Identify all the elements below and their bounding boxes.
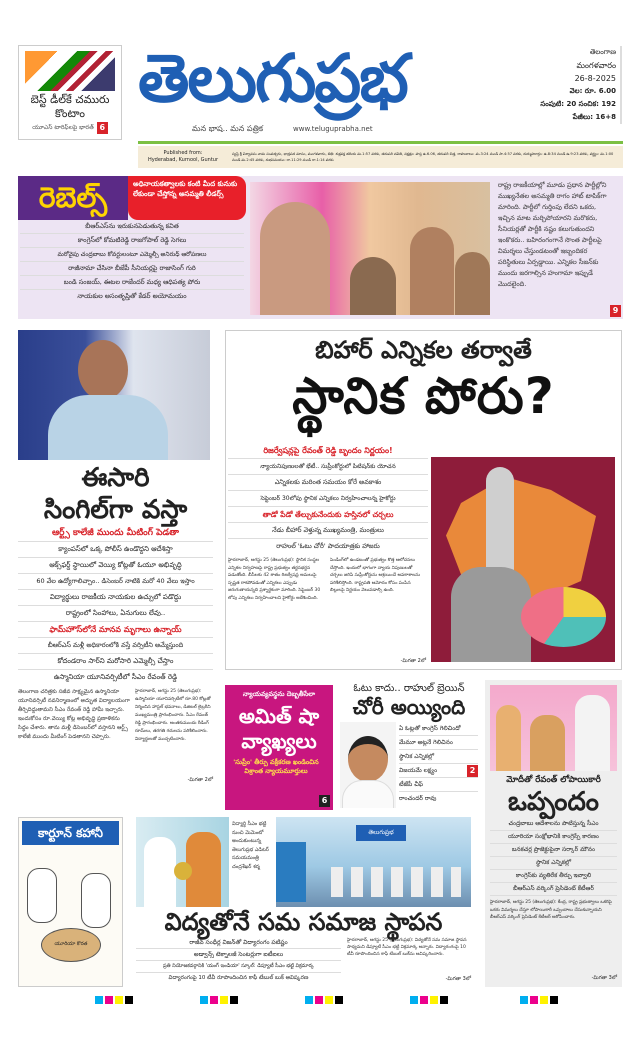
amit-kicker: న్యాయవ్యవస్థను దెబ్బతీసేలా [242,690,316,698]
rebels-line: బండి సంజయ్, ఈటల రాజేందర్ మధ్య ఆధిపత్య పోరు [20,276,244,290]
published-label: Published from: [163,150,203,156]
published-from [138,150,228,164]
cartoon-bag-label: యూరియా కొరత [41,928,101,962]
lead-story-box[interactable] [225,330,622,670]
color-registration-marks [520,996,558,1004]
rahul-line: స్థానిక ఎన్నికల్లో [399,750,478,764]
rebels-line: నాయకుల అసంతృప్తితో కేడర్ అయోమయం [77,292,187,300]
modi-revanth-section[interactable] [485,680,622,987]
color-registration-marks [95,996,133,1004]
modi-line: బీఆర్ఎస్ వర్కింగ్ ప్రెసిడెంట్ కేటీఆర్ [490,883,617,896]
color-registration-marks [410,996,448,1004]
rebels-line: కాంగ్రెస్‌లో కోమటిరెడ్డి రాజగోపాల్ రెడ్డి సెగలు [20,234,244,248]
rahul-line: విజయమే లక్ష్యం [399,767,438,774]
volume-label: సంపుటి: 20 సంచిక: 192 [540,100,616,108]
rebels-lines [18,220,246,303]
cm-line: బీఆర్ఎస్ మళ్లీ అధికారంలోకి వస్తే వర్సిటీని అమ్మేస్తుంది [18,638,213,654]
brs-event-photo [490,685,617,771]
panchang-text: స్వస్తి శ్రీ విశ్వావసు నామ సంవత్సరం, భాద్రపద మాసం, మంగళవారం, తిథి: శుక్లపక్ష తదియ మ.1:57 వరకు, తదుపరి చవితి, నక్షత్రం: హస్త ఉ.6.06, తదుపరి చిత్త, రాహుకాలం: మ.3:24 నుండి సా.4:57 వరకు, దుర్ముహూర్తం: ఉ.8:34 నుండి ఉ.9:23 వరకు, వర్జ్యం: మ.1:00 నుండి మ.2:45 వరకు, శుభసమయం: రా.11:29 నుండి రా.1:14 వరకు [232,151,614,162]
voting-finger-illustration [431,457,615,662]
lead-continued[interactable]: -మిగతా 2లో [400,658,426,664]
modi-line: కాంగ్రెస్‌కు వ్యతిరేక తీర్పు ఇవ్వాలి [490,870,617,883]
rebels-left [18,176,246,303]
color-registration-marks [305,996,343,1004]
edu-story [136,907,471,984]
cm-line: క్యాంపస్‌లో ఒక్క పోలీస్ ఉండొద్దని ఆదేశిస్తా [18,542,213,558]
cm-body-col2: హైదరాబాద్, ఆగస్టు 25 (తెలుగుప్రభ): ఉస్మానియా యూనివర్సిటీలో రూ.80 కోట్లతో నిర్మించిన హాస్టల్ భవనాలు, డిజిటల్ లైబ్రరీని ముఖ్యమంత్రి ప్రారంభించారు. సీఎం రేవంత్ రెడ్డి ప్రారంభించారు. అంతకుముందు రీడింగ్ రూమ్‌లు, తరగతి గదులను పరిశీలించారు. విద్యార్థులతో ముచ్చటించారు. [135,689,211,742]
edu-continued[interactable]: -మిగతా 3లో [445,976,471,982]
rahul-line: మేమూ అట్లనే గెలిచినం [399,736,478,750]
cm-subheads [18,526,213,685]
cm-headline [18,462,213,526]
cm-line: కోదండరాం సార్‌ని మరోసారి ఎమ్మెల్సీ చేస్తాం [18,654,213,670]
stage-banner: తెలుగుప్రభ [356,825,406,841]
rahul-line: రాంచందర్ రావు [399,795,437,802]
rebels-line: మరోవైపు చంద్రబాబు కోవర్టులంటూ ఎమ్మెల్సీ అనిరుధ్ ఆరోపణలు [20,248,244,262]
cartoon-title: కార్టూన్ కహానీ [22,821,119,845]
edu-body: హైదరాబాద్, ఆగస్టు 25 (తెలుగుప్రభ): విద్యతోనే సమ సమాజ స్థాపన సాధ్యమని డిప్యూటీ సీఎం భట్టి విక్రమార్క అన్నారు. విద్యారంగంపై 10 టీవీ రూపొందించిన కాఫీ టేబుల్ బుక్‌ను ఆవిష్కరించారు. [347,938,467,957]
lead-line: న్యాయనిపుణులతో భేటీ.. సుప్రీంకోర్టులో పిటిషన్‌కు యోచన [228,459,428,475]
modi-headline: ఒప్పందం [507,787,599,817]
edu-line: అడ్వాన్స్ టెక్నాలజీ సెంటర్లుగా ఐటీఐలు [136,949,341,961]
cm-continued[interactable]: -మిగతా 2లో [187,777,213,783]
modi-body: హైదరాబాద్, ఆగస్టు 25 (తెలుగుప్రభ): కేంద్ర, రాష్ట్ర ప్రభుత్వాలు ఒకరిపై ఒకరు విమర్శలు చేస్తూ లోపాయికారీ ఒప్పందాలు చేసుకున్నాయని బీఆర్ఎస్ వర్కింగ్ ప్రెసిడెంట్ కేటీఆర్ ఆరోపించారు. [490,900,612,920]
india-us-flag-image [25,51,115,91]
rebels-line: బీఆర్ఎస్‌ను ఇరుకునపెడుతున్న కవిత [20,220,244,234]
page-badge: 6 [319,795,330,807]
newspaper-logo: తెలుగుప్రభ [138,40,407,117]
page-badge: 2 [467,765,478,777]
green-rule [138,141,623,144]
tagline-row [192,124,373,135]
rebels-section[interactable] [18,176,623,319]
lead-kicker: బిహార్ ఎన్నికల తర్వాతే [315,336,532,364]
amit-headline: అమిత్ షా వ్యాఖ్యలు [238,704,320,753]
cm-line: రాష్ట్రంలో సింహాలు, ఏనుగులు లేవు.. [18,606,213,622]
lead-headline: స్థానిక పోరు? [292,367,555,425]
edu-lines [136,937,341,984]
modi-line: చంద్రబాబు ఆదేశాలను పాటిస్తున్న సీఎం [490,818,617,831]
edu-headline: విద్యతోనే సమ సమాజ స్థాపన [164,908,443,936]
rahul-headline: చోరీ అయ్యింది [352,695,466,719]
rebels-body: రాష్ట్ర రాజకీయాల్లో మూడు ప్రధాన పార్టీల్లోని ముఖ్యనేతల అసమ్మతి రాగం హాట్ టాపిక్‌గా మారింది. పార్టీలో గుర్తింపు లేదని ఒకరు, ఇచ్చిన మాట మర్చిపోయారని మరొకరు, సీనియర్లతో పార్టీకి నష్టం కలుగుతుందని ఇంకొకరు.. బహిరంగంగానే సొంత పార్టీలపై విమర్శలు చేస్తుండటంతో ఇబ్బందికర పరిస్థితులు ఏర్పడ్డాయి. ఎన్నికల సీజన్‌కు ముందు జరగాల్సిన హంగామా ఇప్పుడే మొదలైంది. [498,181,607,288]
cm-body-col1: తెలంగాణ చరిత్రకు సజీవ సాక్ష్యమైన ఉస్మానియా యూనివర్సిటీ నవనిర్మాణంలో అద్భుత విద్యాలయంగా తీర్చిదిద్దుతామని సీఎం రేవంత్ రెడ్డి హామీ ఇచ్చారు. ఇందుకోసం రూ.వెయ్యి కోట్ల అభివృద్ధి ప్రణాళికను సిద్ధం చేశారు. తాను మళ్లీ డిసెంబర్‌లో వస్తానని ఆర్ట్స్ కాలేజీ ముందు మీటింగ్ పెడతానని చెప్పారు. [18,689,130,740]
book-launch-stage-photo [276,817,471,907]
rebels-line: రాజీనామా చేసినా బీజేపీ సీనియర్లపై రాజాసింగ్ గురి [20,262,244,276]
cartoon-box [18,817,123,987]
lead-body-col2: పెండింగ్‌లో ఉండటంతో ప్రభుత్వం కొత్త ఆలోచనలు చేస్తోంది. ఇందులో భాగంగా న్యాయ నిపుణులతో చర్చలు జరిపి సుప్రీంకోర్టును ఆశ్రయించే అవకాశాలను పరిశీలిస్తోంది. రాష్ట్రపతి ఆమోదం కోసం పంపిన బిల్లులపై నిర్ణయం వెలువడాల్సి ఉంది. [330,558,421,593]
edu-line: ప్రతి నియోజకవర్గానికి 'యంగ్ ఇండియా' స్కూల్: డిప్యూటీ సీఎం భట్టి విక్రమార్క [136,961,341,973]
website-url: www.teluguprabha.net [293,125,373,133]
lead-heading [226,335,621,427]
page-badge: 9 [610,305,621,317]
rahul-lines [399,722,478,808]
lead-line: నేడు బీహార్ వెళ్తున్న ముఖ్యమంత్రి, మంత్రులు [228,523,428,539]
modi-kicker: మోదీతో రేవంత్ లోపాయికారీ [506,775,601,785]
state-label: తెలంగాణ [589,48,616,56]
ramchander-rao-photo [340,722,396,808]
award-photo-caption: విద్యార్థి సీఎం భట్టి నుంచి మెమెంటో అందుకుంటున్న తెలుగుప్రభ ఎడిటర్ సమయమంత్రి చంద్రశేఖర్ శర్మ [232,821,269,870]
pages-label: పేజీలు: 16+8 [572,113,616,121]
edu-line: రాజీవ్ సంధీర్ల విజన్‌తో విద్యారంగం పటిష్టం [136,937,341,949]
rahul-line: టీజేపీ చీఫ్ [399,778,478,792]
lead-body-col1: హైదరాబాద్, ఆగస్టు 25 (తెలుగుప్రభ): స్థానిక సంస్థల ఎన్నికల నిర్వహణపై రాష్ట్ర ప్రభుత్వం తర్జనభర్జన పడుతోంది. బీసీలకు 42 శాతం రిజర్వేషన్ల అమలుపై స్పష్టత రాకపోవడంతో ఎన్నికలు ఎప్పుడు జరుగుతాయన్నది ప్రశ్నార్థకంగా మారింది. సెప్టెంబర్ 30 లోపు ఎన్నికలు నిర్వహించాలని హైకోర్టు ఆదేశించింది. [228,558,321,601]
page-badge: 6 [97,122,108,134]
modi-line: యూరియా సంక్షోభానికి కాంగ్రెస్సే కారణం [490,831,617,844]
cm-subhead-2: ఫామ్‌హౌస్‌లోనే మానవ మృగాలు ఉన్నాయ్ [18,622,213,638]
cm-headline-line1: ఈసారి [81,463,150,493]
edu-line: విద్యారంగంపై 10 టీవీ రూపొందించిన కాఫీ టేబుల్ బుక్ ఆవిష్కరణ [168,975,309,981]
teaser-box[interactable] [18,45,122,140]
lead-subhead-2: తాడో పేడో తేల్చుకునేందుకు హస్తినలో చర్చలు [228,507,428,523]
date-label: 26-8-2025 [574,74,616,83]
cm-story [18,462,213,787]
modi-line: స్థానిక ఎన్నికల్లో [490,857,617,870]
modi-continued[interactable]: -మిగతా 3లో [591,975,617,981]
cartoon-illustration [19,848,122,983]
modi-line: బనకచర్ల ప్రాజెక్టుపైనా సర్కార్ మౌనం [490,844,617,857]
cm-line: విద్యార్థులు రాజకీయ నాయకుల ఉచ్చులో పడొద్దు [18,590,213,606]
info-strip [138,146,623,168]
lead-subhead: రిజర్వేషన్లపై రేవంత్ రెడ్డి బృందం నిర్ణయం! [228,443,428,459]
lead-line: రాహుల్ 'ఓటు చోరీ' పాదయాత్రకు హాజరు [276,542,380,550]
modi-lines [490,818,617,896]
cm-body [18,688,213,787]
cm-line: ఆక్స్‌ఫర్డ్ స్థాయిలో వెయ్యి కోట్లతో ఓయూ అభివృద్ధి [18,558,213,574]
rahul-line: ఏ ఓట్లతో కాంగ్రెస్ గెలిచిందో [399,722,478,736]
day-label: మంగళవారం [576,61,616,70]
cm-line: 60 వేల ఉద్యోగాలిచ్చాం.. డిసెంబర్ నాటికి మరో 40 వేలు ఇస్తాం [18,574,213,590]
lead-line: ఎన్నికలకు మరింత సమయం కోరే అవకాశం [228,475,428,491]
rahul-kicker: ఓటు కాదు.. రాహుల్ బ్రెయిన్ [353,683,465,694]
rebels-bubble: అధినాయకత్వాలకు కంటి మీద కునుకు లేకుండా చేస్తోన్న అసమ్మతి లీడర్స్ [128,176,246,220]
cm-speaking-photo [18,330,210,460]
teaser-headline: బెస్ట్ డీల్‌కే చమురు కొంటాం [30,93,110,120]
lead-text [228,443,428,665]
edition-info [522,46,622,124]
politicians-collage-photo [250,182,490,315]
rahul-story [340,682,478,808]
award-presentation-photo [136,817,229,907]
amit-sub: 'సుప్రీం' తీర్పు వక్రీకరణ ఖండించిన విశ్రాంత న్యాయమూర్తులు [233,758,319,775]
rebels-title-box: రెబెల్స్ [18,176,128,220]
cm-headline-line2: సింగిల్‌గా వస్తా [43,495,188,525]
lead-line: సెప్టెంబర్ 30లోపు స్థానిక ఎన్నికలు నిర్వహించాలన్న హైకోర్టు [228,491,428,507]
teaser-sub: యూఎస్ టారిఫ్‌లపై భారత్ [32,124,94,131]
amit-shah-box[interactable] [225,685,333,810]
price-label: వెల: రూ. 6.00 [569,87,616,95]
published-cities: Hyderabad, Kurnool, Guntur [147,157,219,163]
color-registration-marks [200,996,238,1004]
cm-subhead: ఆర్ట్స్ కాలేజీ ముందు మీటింగ్ పెడతా [18,526,213,542]
cm-line: ఉస్మానియా యూనివర్సిటీలో సీఎం రేవంత్ రెడ్డి [53,673,178,681]
tagline: మన భాష.. మన పత్రిక [192,124,264,133]
